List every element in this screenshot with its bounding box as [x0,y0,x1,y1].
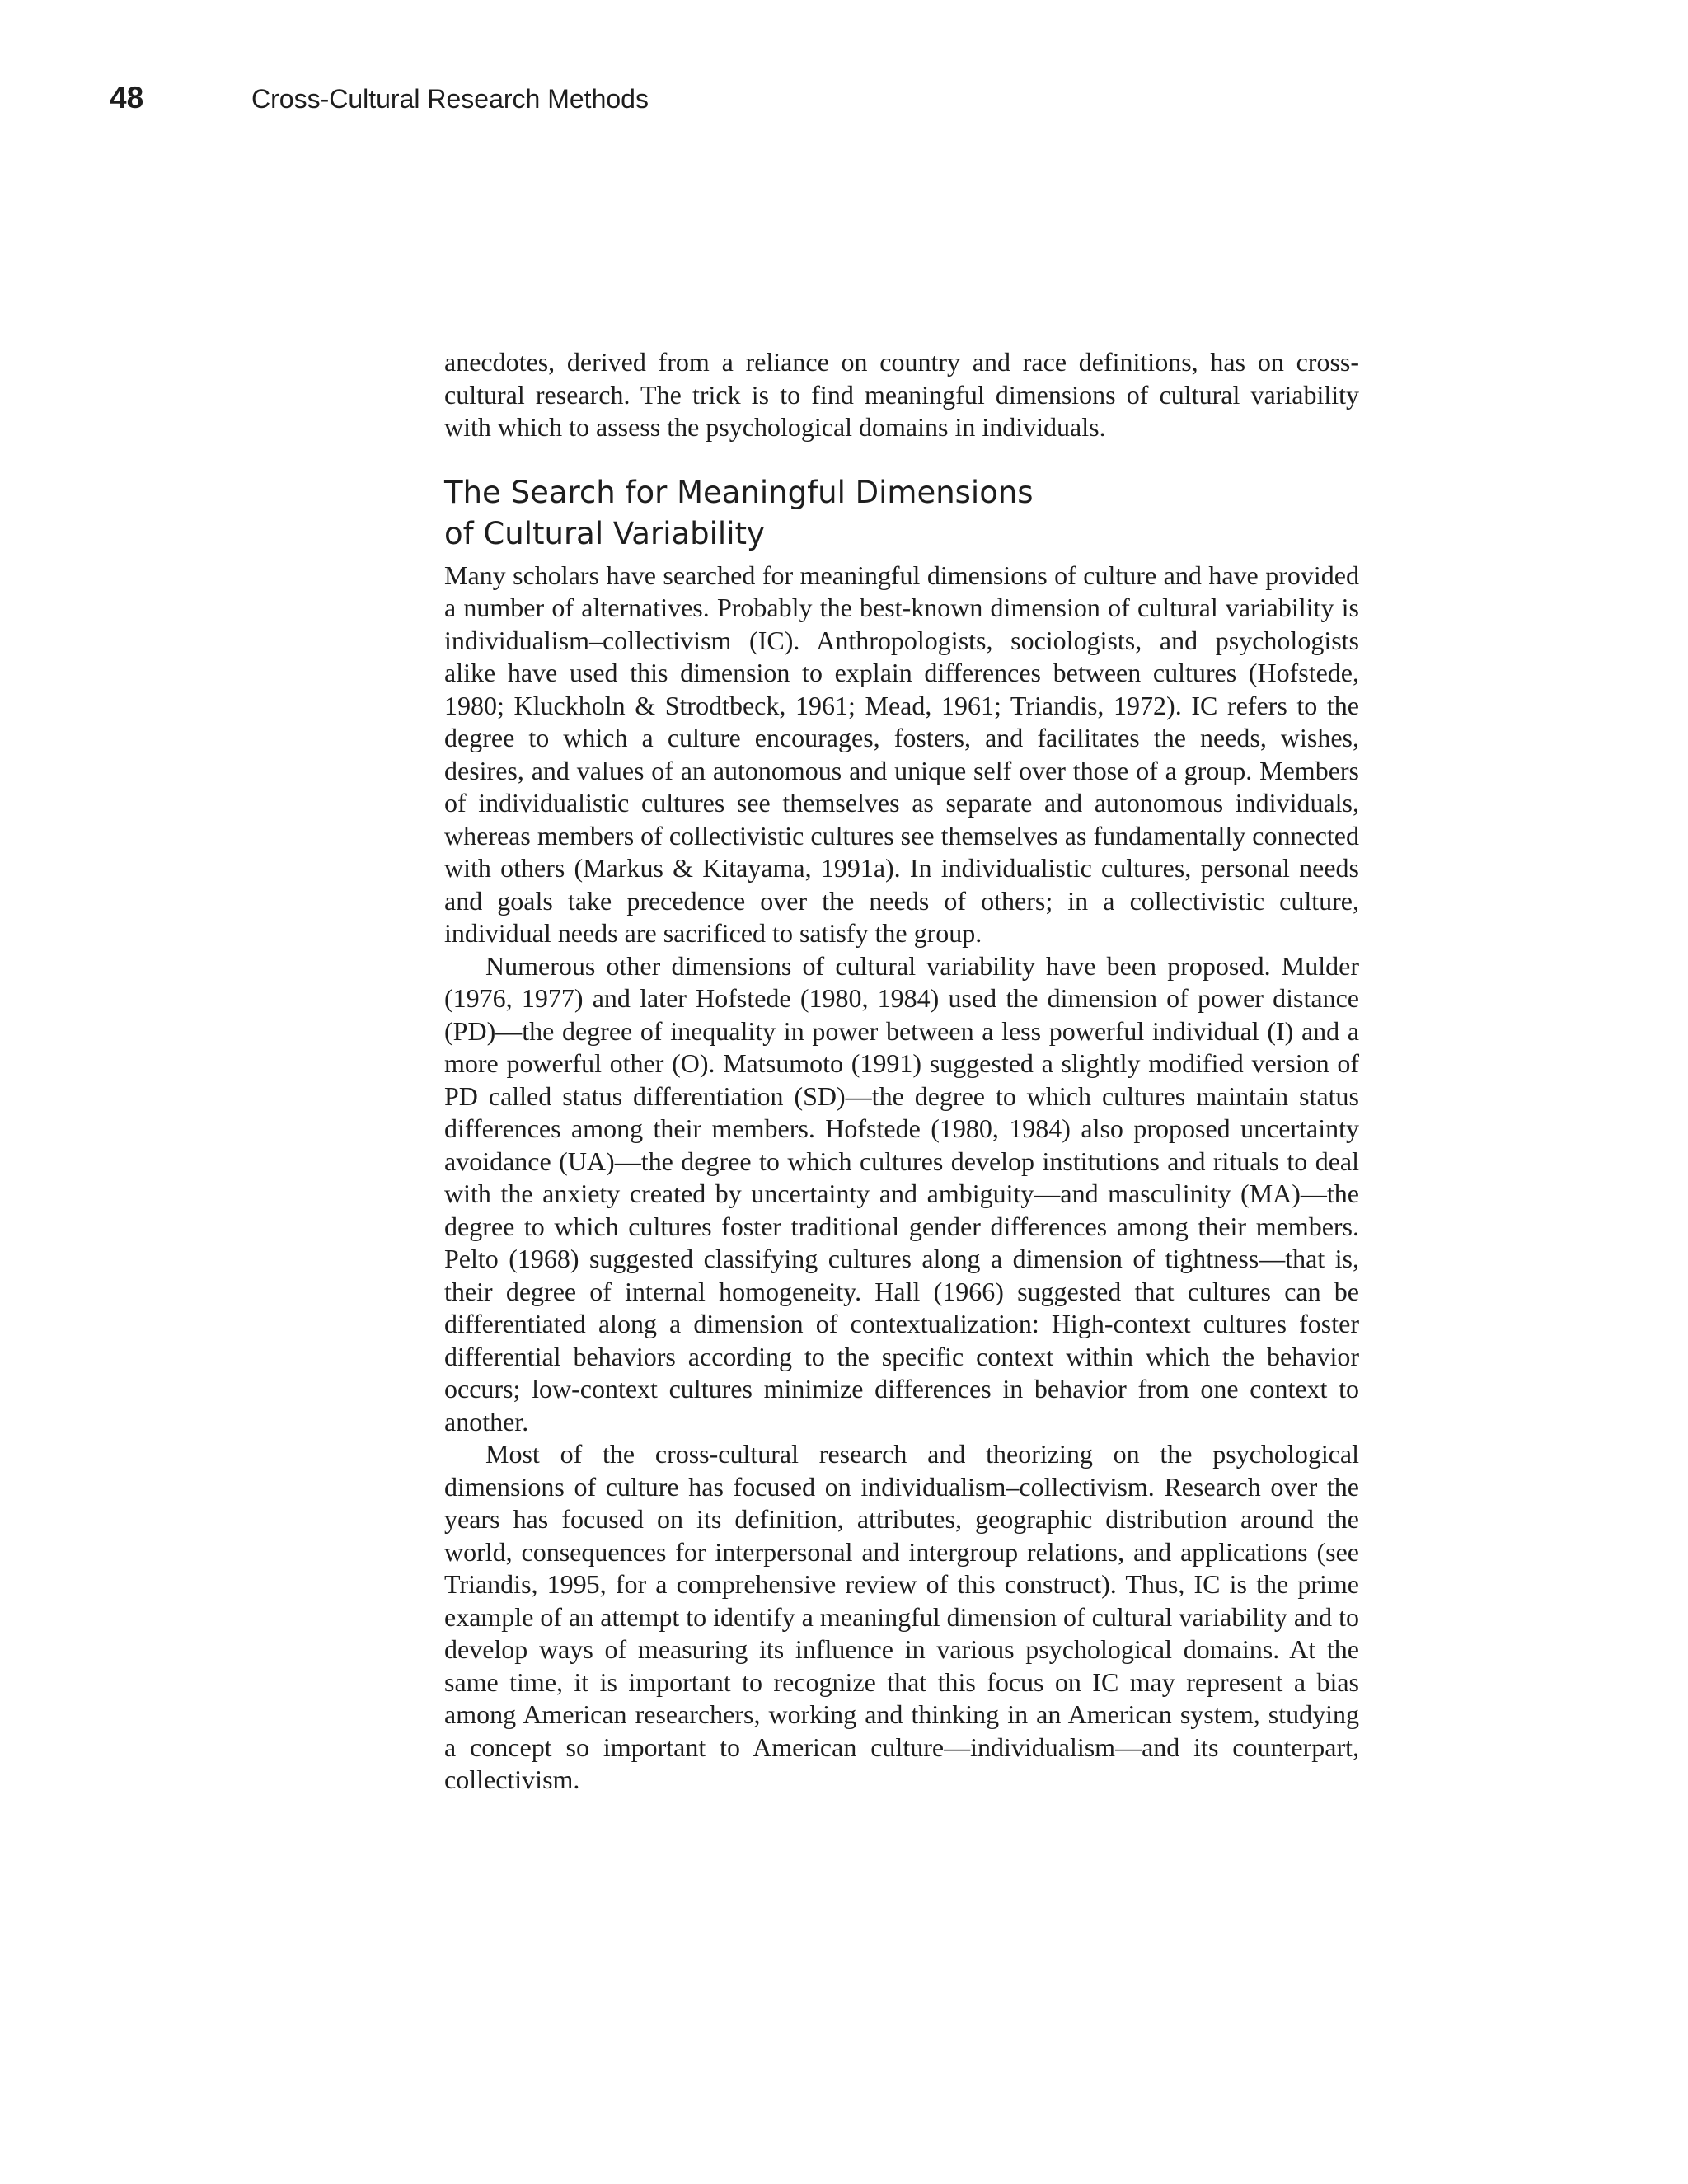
section-heading: The Search for Meaningful Dimensions of Cultural Variability [444,474,1034,551]
paragraph-1: Many scholars have searched for meaningful dimensions of culture and have provided a number of alternatives. Probably the best-known dimension of cultural variability is individualism–collectivism (IC). Anthropologists, sociologists, and psychologists alike have used this dimension to explain differences between cultures (Hofstede, 1980; Kluckholn & Strodtbeck, 1961; Mead, 1961; Triandis, 1972). IC refers to the degree to which a culture encourages, fosters, and facilitates the needs, wishes, desires, and values of an autonomous and unique self over those of a group. Members of individualistic cultures see themselves as separate and autonomous individuals, whereas members of collectivistic cultures see themselves as fundamentally connected with others (Markus & Kitayama, 1991a). In individualistic cultures, personal needs and goals take precedence over the needs of others; in a collectivistic culture, individual needs are sacrificed to satisfy the group. [444,560,1359,948]
running-head [110,81,649,122]
paragraph-3: Most of the cross-cultural research and theorizing on the psychological dimensions of culture has focused on individualism–collectivism. Research over the years has focused on its definition, attributes, geographic distribution around the world, consequences for interpersonal and intergroup relations, and applications (see Triandis, 1995, for a comprehensive review of this construct). Thus, IC is the prime example of an attempt to identify a meaningful dimension of cultural variability and to develop ways of measuring its influence in various psychological domains. At the same time, it is important to recognize that this focus on IC may represent a bias among American researchers, working and thinking in an American system, studying a concept so important to American culture—individualism—and its counterpart, collectivism. [444,1439,1359,1794]
body-text [444,346,1359,1797]
page-number: 48 [110,81,144,115]
book-title: Cross-Cultural Research Methods [251,84,649,114]
paragraph-2: Numerous other dimensions of cultural variability have been proposed. Mulder (1976, 1977) and later Hofstede (1980, 1984) used the dimension of power distance (PD)—the degree of inequality in power between a less powerful individual (I) and a more powerful other (O). Matsumoto (1991) suggested a slightly modified version of PD called status differentiation (SD)—the degree to which cultures maintain status differences among their members. Hofstede (1980, 1984) also proposed uncertainty avoidance (UA)—the degree to which cultures develop institutions and rituals to deal with the anxiety created by uncertainty and ambiguity—and masculinity (MA)—the degree to which cultures foster traditional gender differences among their members. Pelto (1968) suggested classifying cultures along a dimension of tightness—that is, their degree of internal homogeneity. Hall (1966) suggested that cultures can be differentiated along a dimension of contextualization: High-context cultures foster differential behaviors according to the specific context within which the behavior occurs; low-context cultures minimize differences in behavior from one context to another. [444,950,1359,1436]
intro-paragraph: anecdotes, derived from a reliance on country and race definitions, has on cross-cultural research. The trick is to find meaningful dimensions of cultural variability with which to assess the psychological domains in individuals. [444,347,1359,442]
